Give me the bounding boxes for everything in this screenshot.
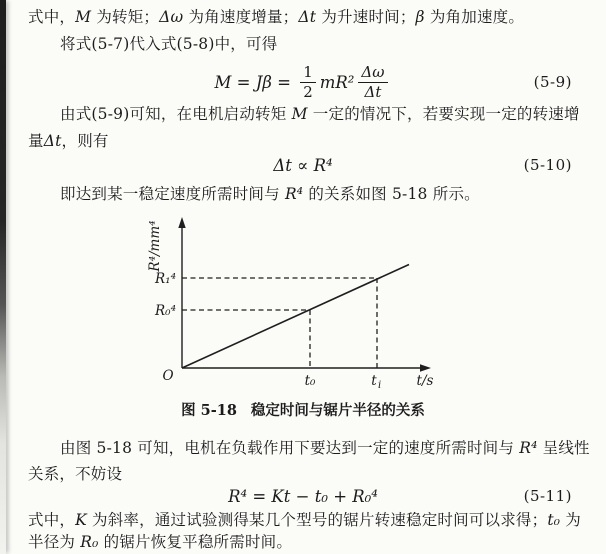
body-line-4 [28,131,109,152]
text-run: 将式(5-7)代入式(5-8)中，可得 [60,35,278,53]
text-run: 量 [28,132,44,150]
origin-label: O [162,368,174,384]
equation-number: (5-10) [523,156,572,174]
body-line-9 [28,532,292,553]
x-mark-t0: t₀ [304,373,316,389]
x-mark-ti-subscript: i [378,380,382,391]
text-run: 一定的情况下，若要实现一定的转速增 [307,105,580,123]
y-axis-arrow [178,217,185,228]
body-line-2 [60,34,277,55]
body-line-1 [28,7,524,28]
y-axis-label: R⁴/mm⁴ [147,220,163,272]
figure-caption-label: 图 5-18 [181,402,237,419]
text-run: 为角速度增量； [183,8,299,26]
body-line-6 [60,438,590,459]
body-line-3 [60,104,580,125]
body-line-7 [28,464,122,485]
text-run: 式中， [28,511,76,529]
math-symbol-R4: R⁴ [519,439,538,457]
x-axis-arrow [420,364,431,371]
text-run: 的锯片恢复平稳所需时间。 [98,533,293,551]
text-run: ，则有 [61,132,109,150]
math-term-mR2: mR² [319,72,355,92]
math-symbol-t0: t₀ [547,511,561,529]
fraction-domega-over-dt [358,64,387,101]
math-symbol-M: M [75,8,92,26]
text-run: 关系，不妨设 [28,465,123,483]
text-run: 呈线性 [537,439,590,457]
text-run: 为 [560,511,581,529]
math-term-lhs: M = Jβ = [214,72,297,92]
x-mark-ti-base: t [371,373,377,389]
fraction-one-half [300,64,316,101]
math-symbol-delta-t: Δt [298,8,317,26]
text-run: 即达到某一稳定速度所需时间与 [60,185,285,203]
equation-body: Δt ∝ R⁴ [273,155,333,175]
body-line-8 [28,510,581,531]
fraction-numerator: Δω [358,64,387,83]
equation-number: (5-11) [523,487,572,505]
text-run: 为转矩； [91,8,160,26]
text-run: 为升速时间； [316,8,416,26]
equation-body: R⁴ = Kt − t₀ + R₀⁴ [228,486,378,506]
text-run: 由式(5-9)可知，在电机启动转矩 [60,105,292,123]
math-symbol-delta-omega: Δω [159,8,184,26]
figure-caption-title: 稳定时间与锯片半径的关系 [250,402,425,419]
math-symbol-beta: β [415,8,425,26]
equation-5-11 [0,483,606,509]
math-symbol-R0: R₀ [80,533,99,551]
text-run: 半径为 [28,533,81,551]
figure-5-18 [128,216,458,394]
text-run: 的关系如图 5-18 所示。 [303,185,480,203]
text-run: 式中， [28,8,76,26]
figure-5-18-chart [128,216,458,394]
math-symbol-M: M [291,105,308,123]
math-symbol-delta-t: Δt [43,132,62,150]
equation-5-10 [0,152,606,178]
math-symbol-R4: R⁴ [284,185,304,203]
text-run: 为角加速度。 [424,8,525,26]
body-line-5 [60,184,480,205]
equation-number: (5-9) [533,73,572,91]
math-symbol-K: K [75,511,87,529]
fraction-numerator: 1 [300,64,316,83]
equation-5-9 [0,57,606,107]
y-mark-r1: R₁⁴ [155,271,176,287]
text-run: 为斜率，通过试验测得某几个型号的锯片转速稳定时间可以求得； [86,511,548,529]
fraction-denominator: 2 [303,82,313,101]
y-mark-r0: R₀⁴ [155,303,176,319]
fraction-denominator: Δt [364,82,382,101]
figure-caption [0,399,606,420]
relation-line [182,265,409,369]
x-axis-label: t/s [416,373,434,389]
text-run: 由图 5-18 可知，电机在负载作用下要达到一定的速度所需时间与 [60,439,520,457]
equation-body [215,64,392,101]
